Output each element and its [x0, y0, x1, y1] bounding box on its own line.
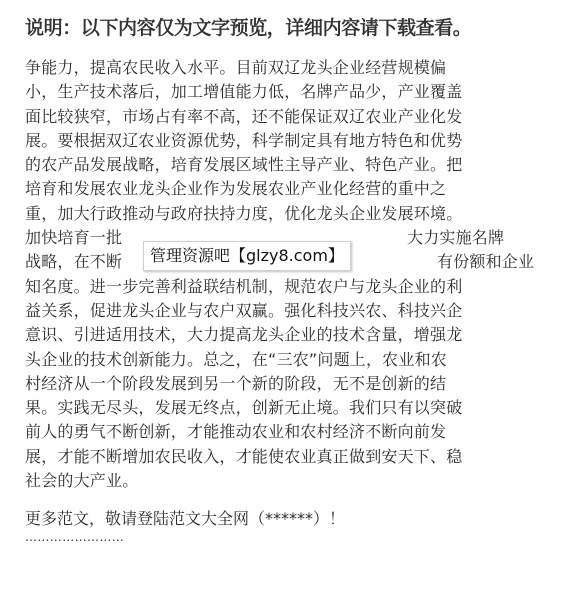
- body-line: 的农产品发展战略，培育发展区域性主导产业、特色产业。把: [25, 155, 463, 175]
- body-line: 小，生产技术落后，加工增值能力低，名牌产品少，产业覆盖: [25, 82, 463, 102]
- body-line-end: 大力实施名牌: [407, 228, 505, 248]
- body-line: 展。要根据双辽农业资源优势，科学制定具有地方特色和优势: [25, 130, 463, 150]
- body-line: 意识、引进适用技术，大力提高龙头企业的技术含量，增强龙: [25, 325, 463, 345]
- body-line: 争能力，提高农民收入水平。目前双辽龙头企业经营规模偏: [25, 58, 447, 77]
- ellipsis-dots: ……………………: [25, 530, 125, 544]
- body-line: 培育和发展农业龙头企业作为发展农业产业化经营的重中之: [25, 179, 447, 199]
- body-line: 展，才能不断增加农民收入，才能使农业真正做到安天下、稳: [25, 446, 463, 466]
- more-templates-link[interactable]: 更多范文，敬请登陆范文大全网（******）！: [25, 509, 346, 528]
- body-line-end: 有份额和企业: [437, 252, 535, 272]
- body-line: 果。实践无尽头，发展无终点，创新无止境。我们只有以突破: [25, 398, 463, 418]
- body-line: 社会的大产业。: [25, 471, 139, 491]
- body-line-start: 战略，在不断: [25, 252, 123, 272]
- body-line: 知名度。进一步完善利益联结机制，规范农户与龙头企业的利: [25, 276, 463, 296]
- body-line: 重，加大行政推动与政府扶持力度，优化龙头企业发展环境。: [25, 203, 463, 223]
- body-line: 前人的勇气不断创新，才能推动农业和农村经济不断向前发: [25, 422, 447, 442]
- body-line-start: 加快培育一批: [25, 228, 123, 248]
- body-line: 面比较狭窄，市场占有率不高，还不能保证双辽农业产业化发: [25, 106, 463, 126]
- body-line: 头企业的技术创新能力。总之，在“三农”问题上，农业和农: [25, 349, 447, 369]
- watermark-label: 管理资源吧【glzy8.com】: [143, 241, 351, 271]
- document-body: [25, 56, 555, 493]
- preview-notice: 说明：以下内容仅为文字预览，详细内容请下载查看。: [25, 17, 472, 39]
- body-line: 益关系，促进龙头企业与农户双赢。强化科技兴农、科技兴企: [25, 300, 463, 320]
- body-line: 村经济从一个阶段发展到另一个新的阶段，无不是创新的结: [25, 373, 447, 393]
